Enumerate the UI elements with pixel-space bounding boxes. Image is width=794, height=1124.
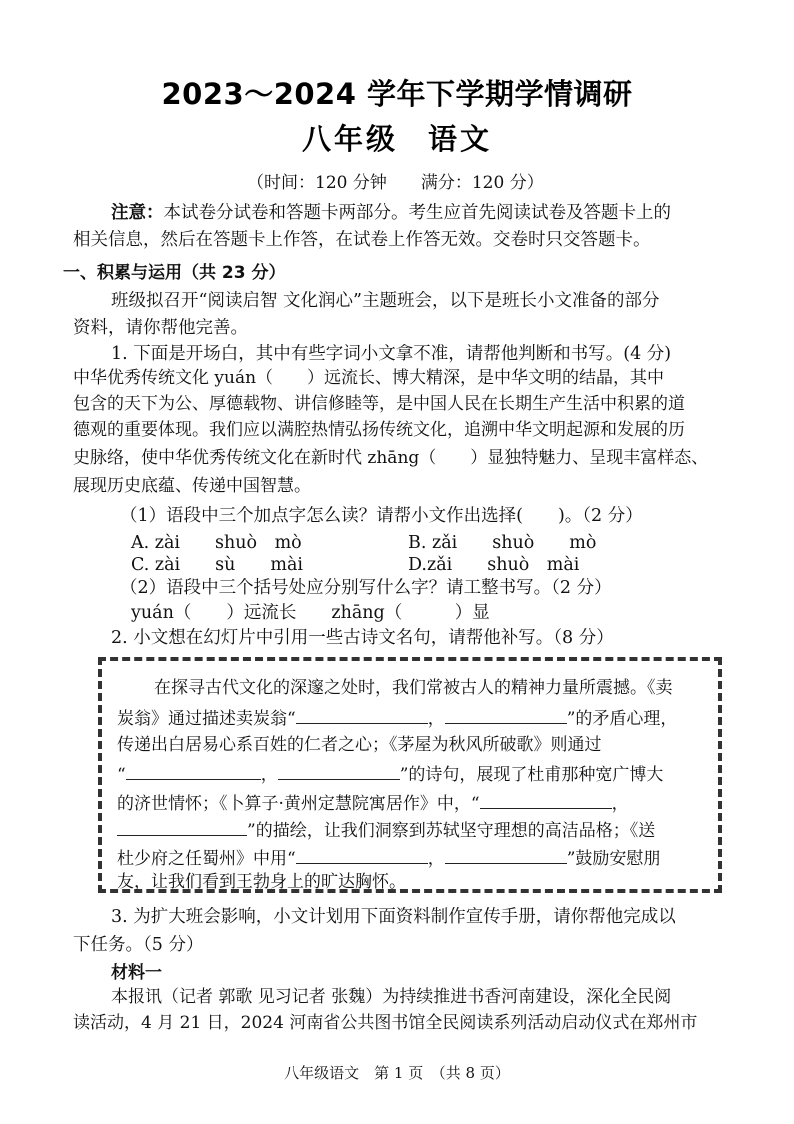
answer-blank[interactable] [296, 705, 428, 724]
box-text: ， [260, 765, 278, 785]
option-c: C. zài sù mài [131, 555, 304, 575]
time-info: （时间：120 分钟 满分：120 分） [247, 173, 544, 193]
material-label: 材料一 [111, 963, 162, 983]
page-footer: 八年级语文 第 1 页 （共 8 页） [284, 1064, 510, 1082]
box-line-5 [117, 790, 629, 816]
q1-para-line-3: 德观的重要体现。我们应以满腔热情弘扬传统文化，追溯中华文明起源和发展的历 [73, 420, 685, 440]
box-line-2 [117, 705, 677, 731]
section-heading: 一、积累与运用（共 23 分） [63, 263, 286, 283]
answer-blank[interactable] [126, 761, 261, 780]
notice-line-2: 相关信息，然后在答题卡上作答，在试卷上作答无效。交卷时只交答题卡。 [73, 230, 651, 250]
q1-para-line-4: 史脉络，使中华优秀传统文化在新时代 zhāng（ ）显独特魅力、呈现丰富样态、 [73, 448, 709, 468]
material-line-2: 读活动，4 月 21 日，2024 河南省公共图书馆全民阅读系列活动启动仪式在郑州市 [73, 1013, 698, 1033]
box-text: ”的诗句，展现了杜甫那种宽广博大 [399, 765, 664, 785]
answer-blank[interactable] [445, 845, 567, 864]
grade-subject [0, 117, 794, 158]
box-line-6 [117, 817, 655, 843]
box-line-4 [117, 761, 663, 787]
answer-blank[interactable] [296, 845, 428, 864]
box-line-7 [117, 845, 660, 871]
question-3-stem-2: 下任务。（5 分） [73, 935, 204, 955]
question-1-stem: 1. 下面是开场白，其中有些字词小文拿不准，请帮他判断和书写。(4 分) [111, 344, 672, 364]
q1-sub-1: （1）语段中三个加点字怎么读？请帮小文作出选择( )。（2 分） [120, 506, 643, 526]
box-text: ”的矛盾心理， [566, 709, 678, 729]
answer-blank[interactable] [117, 817, 247, 836]
box-text: ”鼓励安慰朋 [566, 849, 661, 869]
box-line-1: 在探寻古代文化的深邃之处时，我们常被古人的精神力量所震撼。《卖 [154, 678, 673, 698]
grade-label: 八年级 [301, 122, 398, 156]
notice-line-1 [111, 201, 671, 225]
material-line-1: 本报讯（记者 郭歌 见习记者 张魏）为持续推进书香河南建设，深化全民阅 [111, 987, 672, 1007]
box-text: ， [611, 794, 629, 814]
notice-text-1: 本试卷分试卷和答题卡两部分。考生应首先阅读试卷及答题卡上的 [163, 203, 671, 223]
box-text: 杜少府之任蜀州》中用“ [117, 849, 296, 869]
answer-blank[interactable] [445, 705, 567, 724]
box-line-8: 友，让我们看到王勃身上的旷达胸怀。 [117, 872, 406, 892]
option-a: A. zài shuò mò [131, 533, 302, 553]
notice-label: 注意： [111, 203, 164, 223]
q1-blanks: yuán（ ）远流长 zhāng（ ）显 [131, 603, 490, 623]
box-text: ”的描绘，让我们洞察到苏轼坚守理想的高洁品格；《送 [247, 821, 656, 841]
answer-blank[interactable] [278, 761, 400, 780]
box-text: ， [427, 709, 445, 729]
subject-label: 语文 [428, 122, 493, 156]
box-text: 炭翁》通过描述卖炭翁“ [117, 709, 296, 729]
q1-para-line-1: 中华优秀传统文化 yuán（ ）远流长、博大精深，是中华文明的结晶，其中 [73, 368, 665, 388]
section-intro-2: 资料，请你帮他完善。 [73, 318, 248, 338]
box-line-3: 传递出白居易心系百姓的仁者之心；《茅屋为秋风所破歌》则通过 [117, 735, 602, 755]
q1-para-line-5: 展现历史底蕴、传递中国智慧。 [73, 476, 311, 496]
option-b: B. zǎi shuò mò [408, 533, 597, 553]
q1-sub-2: （2）语段中三个括号处应分别写什么字？请工整书写。（2 分） [120, 578, 612, 598]
option-d: D.zǎi shuò mài [408, 555, 580, 575]
answer-blank[interactable] [480, 790, 612, 809]
question-2-stem: 2. 小文想在幻灯片中引用一些古诗文名句，请帮他补写。（8 分） [111, 628, 614, 648]
q1-para-line-2: 包含的天下为公、厚德载物、讲信修睦等，是中国人民在长期生产生活中积累的道 [73, 394, 685, 414]
box-text: 的济世情怀；《卜算子·黄州定慧院寓居作》中，“ [117, 794, 480, 814]
box-text: ， [427, 849, 445, 869]
section-intro-1: 班级拟召开“阅读启智 文化润心”主题班会，以下是班长小文准备的部分 [111, 291, 660, 311]
exam-title: 2023～2024 学年下学期学情调研 [161, 77, 633, 111]
question-3-stem-1: 3. 为扩大班会影响，小文计划用下面资料制作宣传手册，请你帮他完成以 [111, 907, 676, 927]
box-text: “ [117, 765, 126, 785]
